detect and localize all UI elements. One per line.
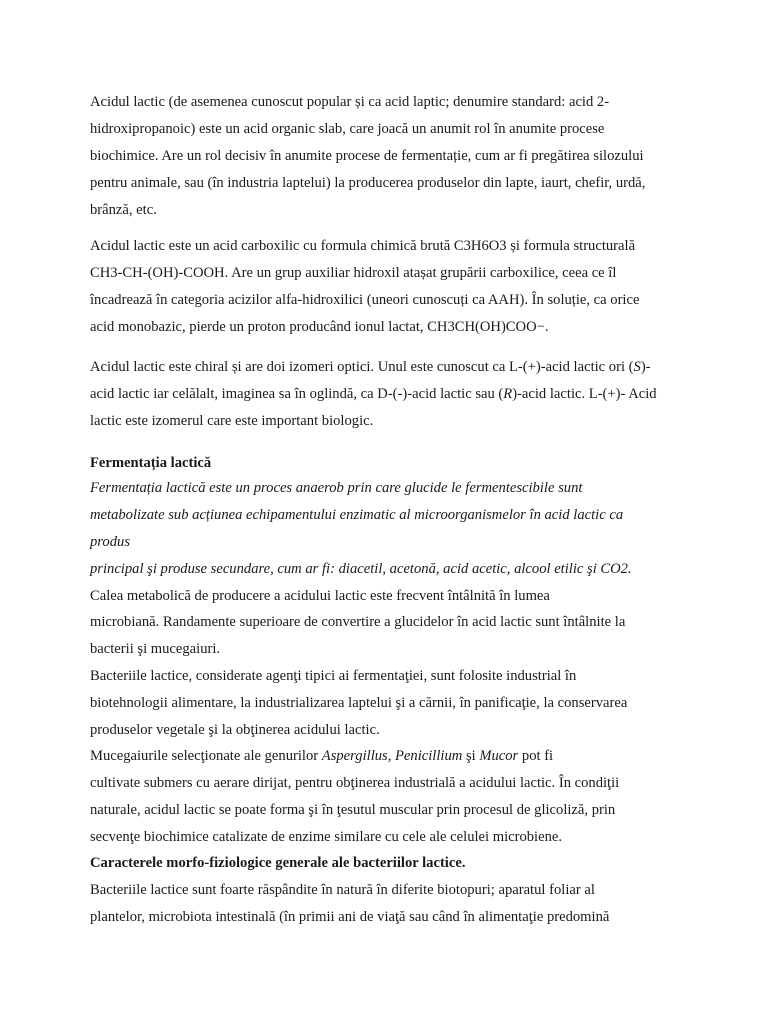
text-segment: Acidul lactic este chiral și are doi izomeri optici. Unul este cunoscut ca L-(+)-acid lactic ori ( bbox=[90, 359, 634, 375]
paragraph-1-line: Acidul lactic (de asemenea cunoscut popular și ca acid laptic; denumire standard: acid 2- bbox=[90, 94, 610, 110]
text-segment: )- bbox=[640, 359, 651, 375]
italic-definition-line: principal şi produse secundare, cum ar fi: diacetil, acetonă, acid acetic, alcool etilic şi CO2. bbox=[90, 561, 632, 577]
section-heading: Caracterele morfo-fiziologice generale ale bacteriilor lactice. bbox=[90, 855, 466, 871]
body-line: Bacteriile lactice sunt foarte răspândite în natură în diferite biotopuri; aparatul foliar al bbox=[90, 882, 595, 898]
paragraph-3-line bbox=[90, 358, 651, 376]
paragraph-3-line bbox=[90, 385, 657, 403]
section-heading: Fermentația lactică bbox=[90, 455, 212, 471]
body-line: Bacteriile lactice, considerate agenţi tipici ai fermentaţiei, sunt folosite industrial în bbox=[90, 668, 577, 684]
text-segment: acid lactic iar celălalt, imaginea sa în oglindă, ca D-(-)-acid lactic sau ( bbox=[90, 386, 504, 402]
body-line bbox=[90, 747, 553, 765]
paragraph-2-line: acid monobazic, pierde un proton producând ionul lactat, CH3CH(OH)COO−. bbox=[90, 319, 549, 335]
body-line: produselor vegetale şi la obţinerea acidului lactic. bbox=[90, 722, 380, 738]
paragraph-1-line: pentru animale, sau (în industria laptelui) la producerea produselor din lapte, iaurt, chefir, urdă, bbox=[90, 175, 646, 191]
italic-definition-line: Fermentația lactică este un proces anaerob prin care glucide le fermentescibile sunt bbox=[90, 480, 583, 496]
text-segment: )-acid lactic. L-(+)- Acid bbox=[512, 386, 657, 402]
paragraph-1-line: hidroxipropanoic) este un acid organic slab, care joacă un anumit rol în anumite procese bbox=[90, 121, 605, 137]
stereo-descriptor-r: R bbox=[503, 386, 513, 402]
text-segment: şi bbox=[462, 748, 480, 764]
genera-names: Aspergillus, Penicillium bbox=[321, 748, 463, 764]
paragraph-1-line: biochimice. Are un rol decisiv în anumite procese de fermentație, cum ar fi pregătirea silozului bbox=[90, 148, 644, 164]
body-line: Calea metabolică de producere a acidului lactic este frecvent întâlnită în lumea bbox=[90, 588, 550, 604]
body-line: plantelor, microbiota intestinală (în primii ani de viaţă sau când în alimentaţie predomină bbox=[90, 909, 610, 925]
body-line: biotehnologii alimentare, la industrializarea laptelui şi a cărnii, în panificaţie, la conservarea bbox=[90, 695, 628, 711]
body-line: naturale, acidul lactic se poate forma şi în ţesutul muscular prin procesul de glicoliză, prin bbox=[90, 802, 616, 818]
paragraph-3-line: lactic este izomerul care este important biologic. bbox=[90, 413, 374, 429]
italic-definition-line: metabolizate sub acțiunea echipamentului enzimatic al microorganismelor în acid lactic ca bbox=[90, 507, 624, 523]
paragraph-1-line: brânză, etc. bbox=[90, 202, 157, 218]
stereo-descriptor-s: S bbox=[633, 359, 641, 375]
paragraph-2-line: Acidul lactic este un acid carboxilic cu formula chimică brută C3H6O3 și formula structurală bbox=[90, 238, 636, 254]
paragraph-2-line: CH3-CH-(OH)-COOH. Are un grup auxiliar hidroxil atașat grupării carboxilice, ceea ce îl bbox=[90, 265, 617, 281]
body-line: microbiană. Randamente superioare de convertire a glucidelor în acid lactic sunt întâlnite la bbox=[90, 614, 626, 630]
text-segment: pot fi bbox=[518, 748, 554, 764]
body-line: cultivate submers cu aerare dirijat, pentru obţinerea industrială a acidului lactic. În condiţii bbox=[90, 775, 620, 791]
paragraph-2-line: încadrează în categoria acizilor alfa-hidroxilici (uneori cunoscuți ca AAH). În soluție, ca orice bbox=[90, 292, 640, 308]
body-line: secvenţe biochimice catalizate de enzime similare cu cele ale celulei microbiene. bbox=[90, 829, 563, 845]
body-line: bacterii şi mucegaiuri. bbox=[90, 641, 221, 657]
genus-mucor: Mucor bbox=[479, 748, 519, 764]
text-segment: Mucegaiurile selecţionate ale genurilor bbox=[90, 748, 322, 764]
italic-definition-line: produs bbox=[90, 534, 131, 550]
